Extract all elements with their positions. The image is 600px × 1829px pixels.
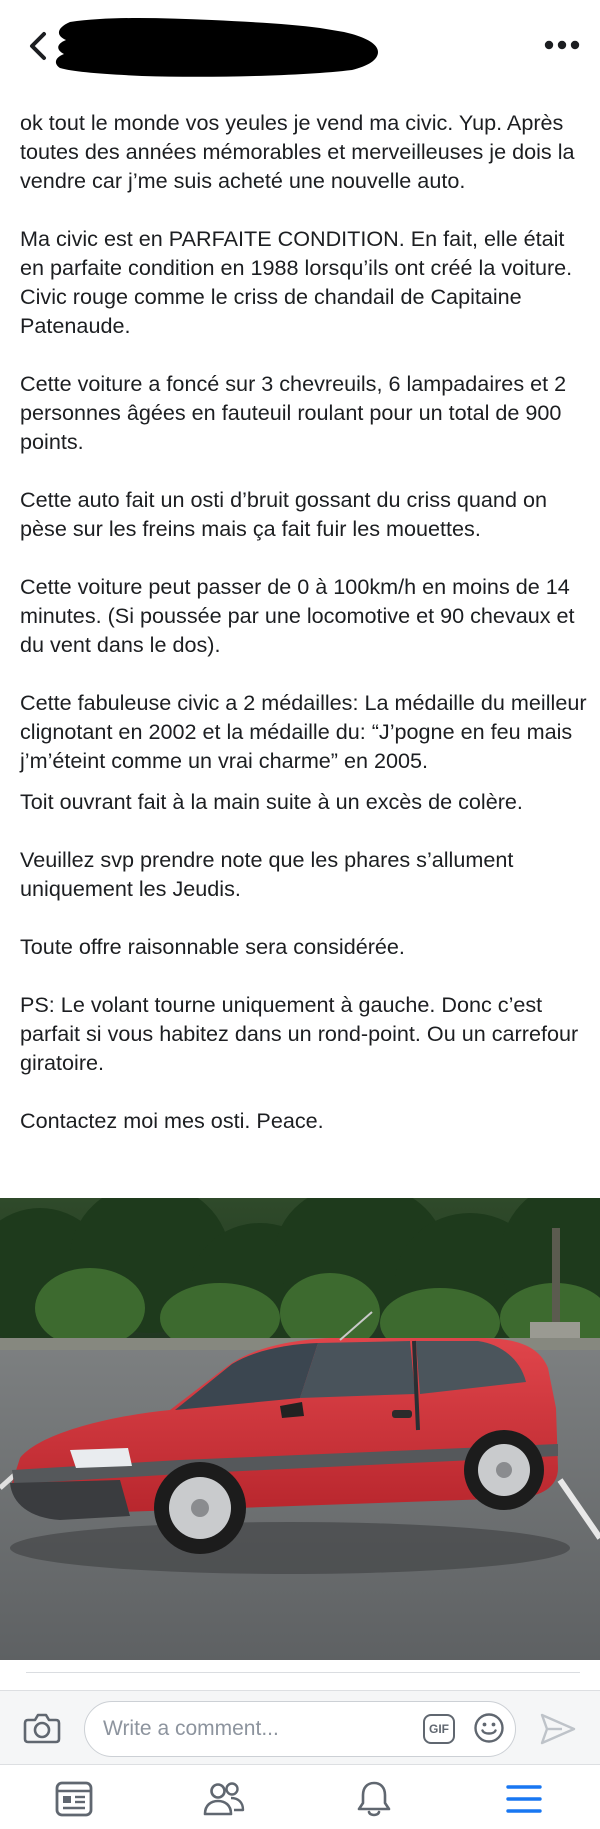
- send-button[interactable]: [538, 1711, 578, 1747]
- divider: [26, 1672, 580, 1673]
- post-paragraph: Toit ouvrant fait à la main suite à un excès de colère.: [20, 789, 523, 814]
- emoji-button[interactable]: [473, 1712, 505, 1744]
- camera-icon: [22, 1711, 62, 1745]
- post-photo-red-civic[interactable]: [0, 1198, 600, 1660]
- redacted-author-name: [52, 14, 382, 80]
- menu-icon: [505, 1783, 543, 1815]
- camera-button[interactable]: [22, 1711, 62, 1745]
- post-paragraph: Cette voiture a foncé sur 3 chevreuils, 6 lampadaires et 2 personnes âgées en fauteuil roulant pour un total de 900 points.: [20, 371, 567, 454]
- more-options-button[interactable]: [540, 30, 584, 60]
- tab-menu[interactable]: [496, 1779, 552, 1819]
- post-paragraph: Contactez moi mes osti. Peace.: [20, 1108, 324, 1133]
- reactions-strip: [0, 1660, 600, 1690]
- more-dots-icon: [544, 40, 580, 50]
- post-paragraph: Cette voiture peut passer de 0 à 100km/h en moins de 14 minutes. (Si poussée par une locomotive et 90 chevaux et du vent dans le dos).: [20, 574, 575, 657]
- emoji-icon: [473, 1712, 505, 1744]
- post-paragraph: PS: Le volant tourne uniquement à gauche. Donc c’est parfait si vous habitez dans un rond-point. Ou un carrefour giratoire.: [20, 992, 579, 1075]
- post-paragraph: Cette auto fait un osti d’bruit gossant du criss quand on pèse sur les freins mais ça fait fuir les mouettes.: [20, 487, 547, 541]
- back-button[interactable]: [20, 26, 56, 66]
- comment-input[interactable]: [84, 1701, 516, 1757]
- comment-bar: [0, 1690, 600, 1764]
- tab-friends[interactable]: [196, 1779, 252, 1819]
- chevron-left-icon: [27, 31, 49, 61]
- gif-button[interactable]: GIF: [423, 1714, 455, 1744]
- bottom-tab-bar: [0, 1764, 600, 1829]
- send-icon: [538, 1711, 578, 1747]
- comment-placeholder: Write a comment...: [103, 1717, 279, 1740]
- post-header: [0, 0, 600, 96]
- post-paragraph: Cette fabuleuse civic a 2 médailles: La médaille du meilleur clignotant en 2002 et la médaille du: “J’pogne en feu mais j’m’éteint comme un vrai charme” en 2005.: [20, 690, 587, 773]
- tab-notifications[interactable]: [346, 1779, 402, 1819]
- post-paragraph: ok tout le monde vos yeules je vend ma civic. Yup. Après toutes des années mémorables et merveilleuses je dois la vendre car j’me suis acheté une nouvelle auto.: [20, 110, 575, 193]
- post-paragraph: Ma civic est en PARFAITE CONDITION. En fait, elle était en parfaite condition en 1988 lorsqu’ils ont créé la voiture. Civic rouge comme le criss de chandail de Capitaine Patenaude.: [20, 226, 573, 338]
- post-body: [20, 108, 588, 1135]
- tab-news-feed[interactable]: [46, 1779, 102, 1819]
- notifications-bell-icon: [355, 1779, 393, 1819]
- post-paragraph: Toute offre raisonnable sera considérée.: [20, 934, 405, 959]
- post-paragraph: Veuillez svp prendre note que les phares s’allument uniquement les Jeudis.: [20, 847, 514, 901]
- news-feed-icon: [54, 1780, 94, 1818]
- friends-icon: [202, 1780, 246, 1818]
